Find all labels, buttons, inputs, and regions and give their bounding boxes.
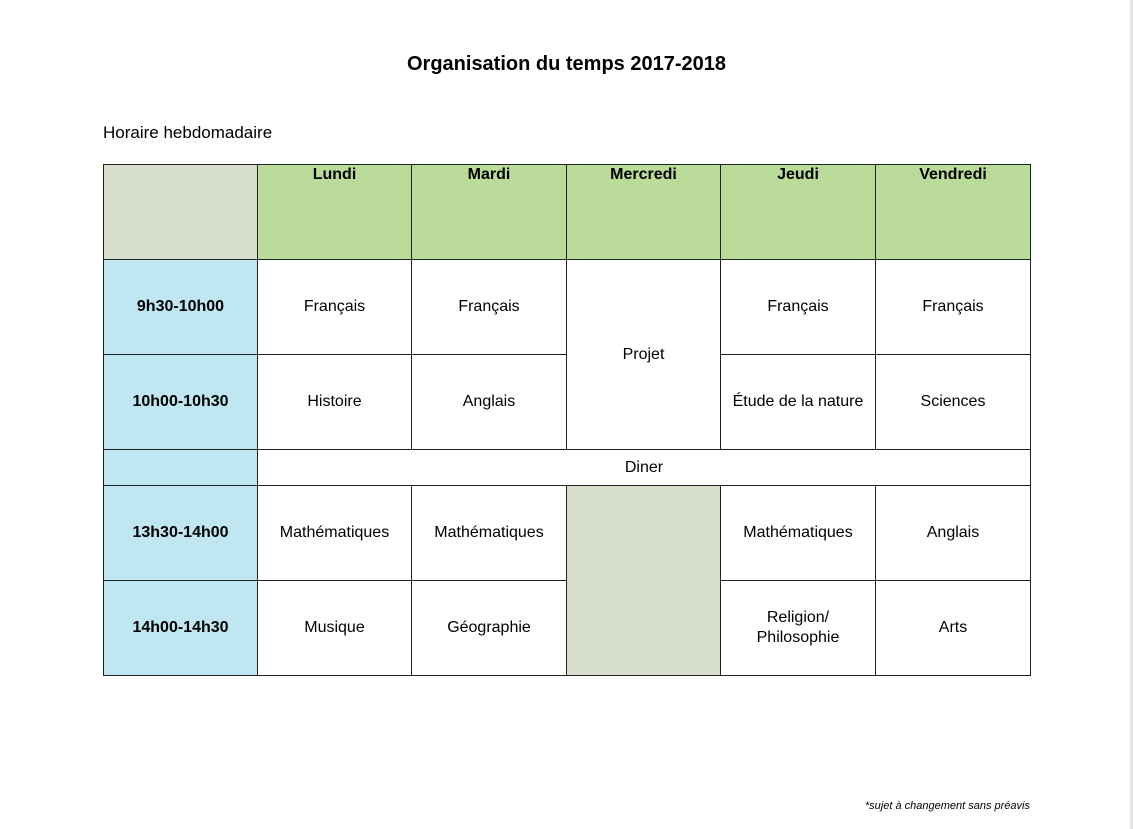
lesson-cell: Arts (876, 581, 1031, 676)
day-header-lundi: Lundi (258, 165, 412, 260)
lesson-cell: Religion/ Philosophie (721, 581, 876, 676)
lunch-cell: Diner (258, 450, 1031, 486)
day-header-jeudi: Jeudi (721, 165, 876, 260)
lesson-cell: Français (258, 260, 412, 355)
lesson-cell-merged: Projet (567, 260, 721, 450)
lesson-cell: Géographie (412, 581, 567, 676)
document-title: Organisation du temps 2017-2018 (406, 53, 726, 75)
lesson-cell: Français (876, 260, 1031, 355)
table-row (104, 260, 1031, 355)
lesson-cell: Étude de la nature (721, 355, 876, 450)
lesson-cell: Anglais (876, 486, 1031, 581)
lesson-cell: Mathématiques (258, 486, 412, 581)
lesson-cell: Français (412, 260, 567, 355)
day-header-mardi: Mardi (412, 165, 567, 260)
time-slot-header: 9h30-10h00 (104, 260, 258, 355)
footnote: *sujet à changement sans préavis (864, 800, 1030, 812)
table-row (104, 486, 1031, 581)
schedule-subtitle: Horaire hebdomadaire (103, 123, 273, 142)
time-slot-header: 14h00-14h30 (104, 581, 258, 676)
lesson-cell: Mathématiques (412, 486, 567, 581)
corner-cell (104, 165, 258, 260)
lesson-cell: Anglais (412, 355, 567, 450)
lesson-cell: Mathématiques (721, 486, 876, 581)
lunch-row (104, 450, 1031, 486)
day-header-mercredi: Mercredi (567, 165, 721, 260)
lunch-time-header (104, 450, 258, 486)
time-slot-header: 13h30-14h00 (104, 486, 258, 581)
day-header-vendredi: Vendredi (876, 165, 1031, 260)
lesson-cell: Français (721, 260, 876, 355)
weekly-schedule-table (103, 164, 1031, 676)
time-slot-header: 10h00-10h30 (104, 355, 258, 450)
empty-block-cell (567, 486, 721, 676)
lesson-cell: Musique (258, 581, 412, 676)
lesson-cell: Sciences (876, 355, 1031, 450)
header-row (104, 165, 1031, 260)
lesson-cell: Histoire (258, 355, 412, 450)
